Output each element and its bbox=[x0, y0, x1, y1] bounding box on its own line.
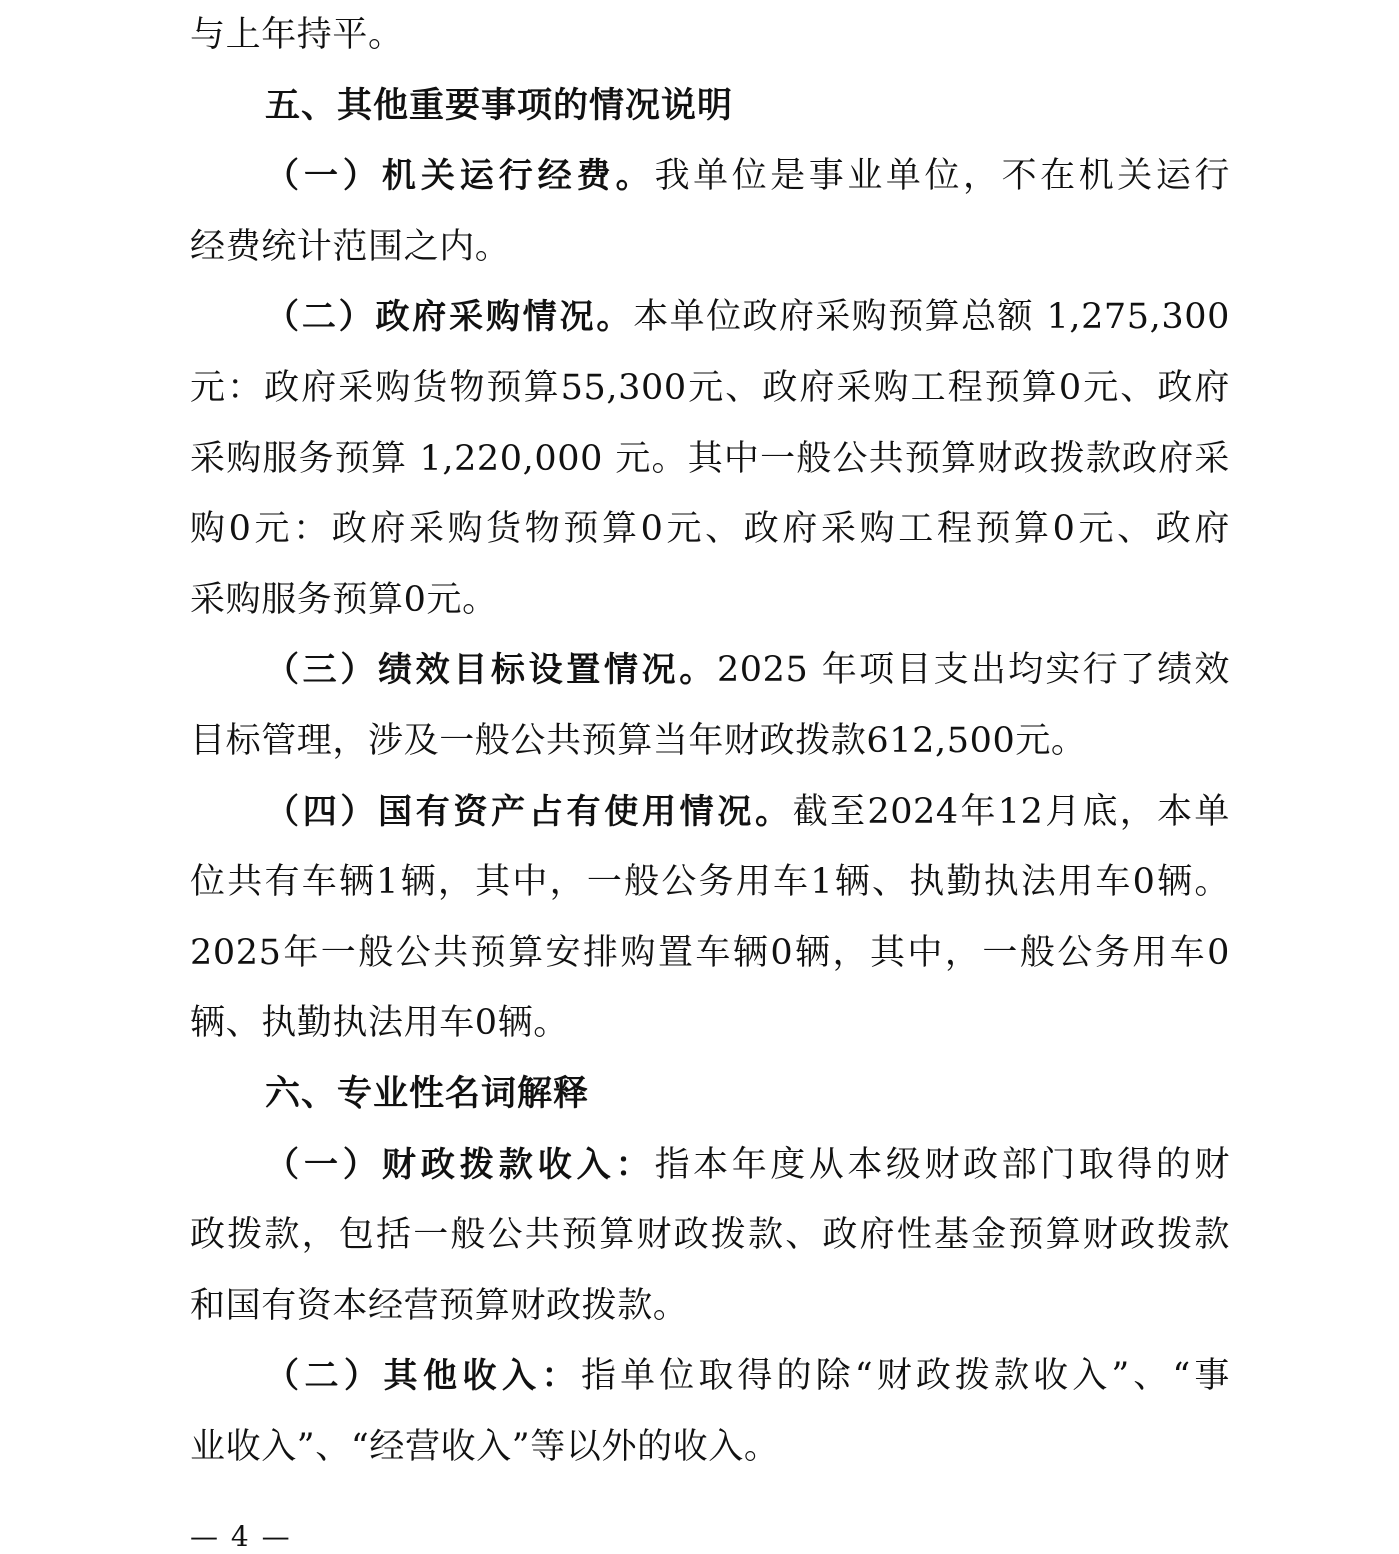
paragraph-line: （一）机关运行经费。我单位是事业单位，不在机关运行 bbox=[265, 156, 1230, 197]
paragraph-line: 经费统计范围之内。 bbox=[190, 226, 511, 267]
paragraph-line: （三）绩效目标设置情况。2025 年项目支出均实行了绩效 bbox=[265, 650, 1230, 691]
paragraph-line: 采购服务预算0元。 bbox=[190, 579, 498, 620]
subheading-state-assets: （四）国有资产占有使用情况。 bbox=[265, 791, 793, 832]
paragraph-line: 购0元：政府采购货物预算0元、政府采购工程预算0元、政府 bbox=[190, 509, 1230, 550]
subheading-procurement: （二）政府采购情况。 bbox=[265, 297, 634, 338]
paragraph-line: （四）国有资产占有使用情况。截至2024年12月底，本单 bbox=[265, 791, 1230, 832]
paragraph-line: 与上年持平。 bbox=[190, 15, 404, 55]
subheading-other-income: （二）其他收入： bbox=[265, 1356, 582, 1397]
paragraph-line: 位共有车辆1辆，其中，一般公务用车1辆、执勤执法用车0辆。 bbox=[190, 862, 1230, 903]
paragraph-line: 2025年一般公共预算安排购置车辆0辆，其中，一般公务用车0 bbox=[190, 932, 1230, 973]
paragraph-line: 元：政府采购货物预算55,300元、政府采购工程预算0元、政府 bbox=[190, 367, 1230, 408]
document-body bbox=[190, 0, 1230, 1482]
subheading-fiscal-appropriation: （一）财政拨款收入： bbox=[265, 1144, 655, 1185]
paragraph-line: 业收入”、“经营收入”等以外的收入。 bbox=[190, 1426, 780, 1467]
paragraph-line: 和国有资本经营预算财政拨款。 bbox=[190, 1285, 689, 1326]
paragraph-line: 目标管理，涉及一般公共预算当年财政拨款612,500元。 bbox=[190, 720, 1087, 761]
paragraph-line: （二）其他收入：指单位取得的除“财政拨款收入”、“事 bbox=[265, 1356, 1231, 1397]
section-heading-six: 六、专业性名词解释 bbox=[265, 1073, 590, 1114]
subheading-operating-funds: （一）机关运行经费。 bbox=[265, 156, 655, 197]
subheading-performance-targets: （三）绩效目标设置情况。 bbox=[265, 650, 717, 691]
section-heading-five: 五、其他重要事项的情况说明 bbox=[265, 85, 734, 126]
paragraph-line: 政拨款，包括一般公共预算财政拨款、政府性基金预算财政拨款 bbox=[190, 1215, 1230, 1256]
page-number: — 4 — bbox=[190, 1520, 292, 1553]
paragraph-line: 采购服务预算 1,220,000 元。其中一般公共预算财政拨款政府采 bbox=[190, 438, 1230, 479]
paragraph-line: 辆、执勤执法用车0辆。 bbox=[190, 1003, 569, 1044]
paragraph-line: （二）政府采购情况。本单位政府采购预算总额 1,275,300 bbox=[265, 297, 1230, 338]
paragraph-line: （一）财政拨款收入：指本年度从本级财政部门取得的财 bbox=[265, 1144, 1230, 1185]
